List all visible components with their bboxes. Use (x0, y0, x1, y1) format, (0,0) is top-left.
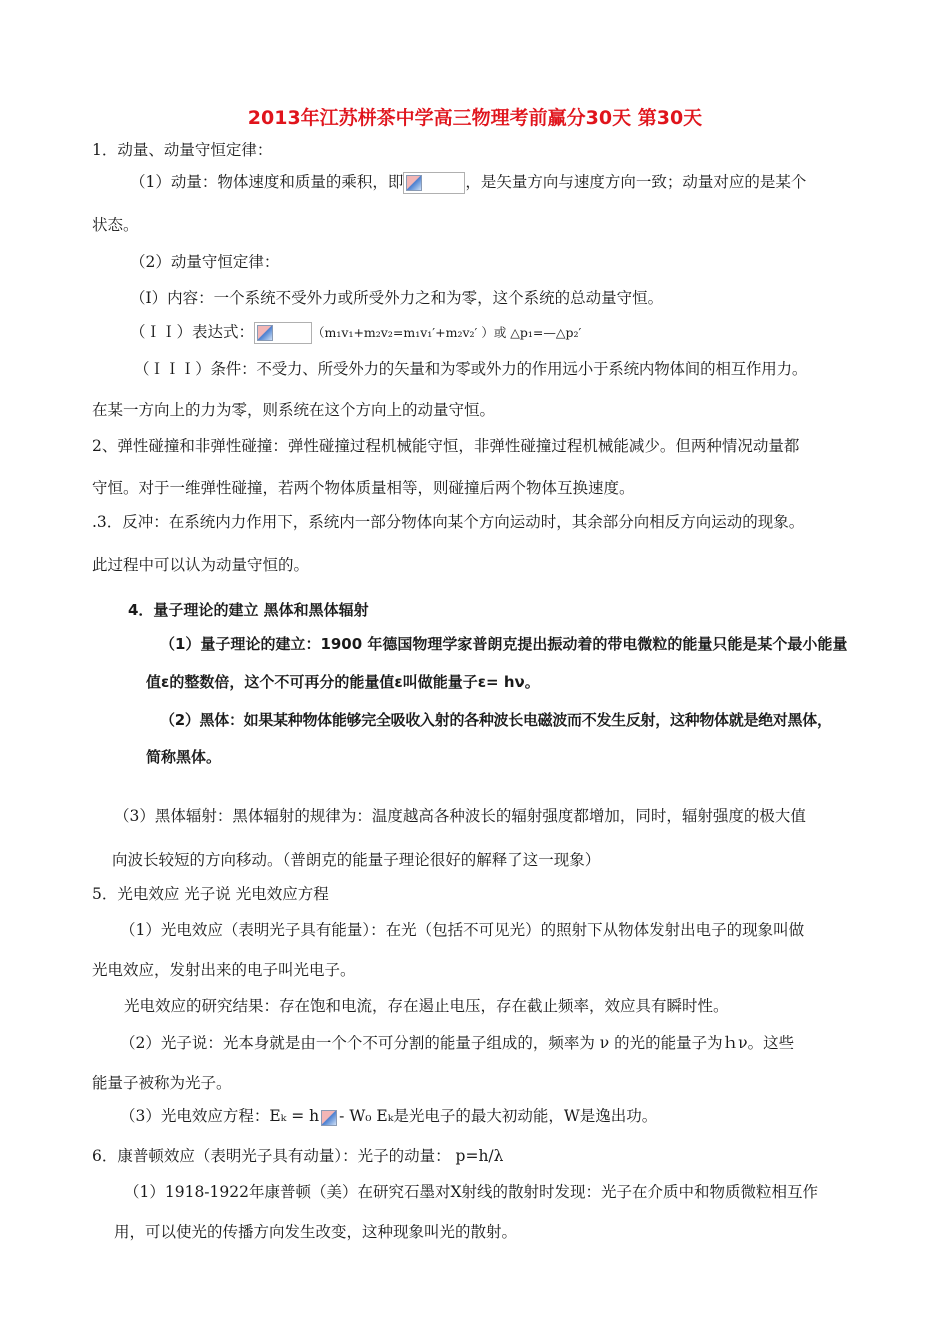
photoelectric-equation-line (120, 1106, 657, 1126)
paragraph-line: 向波长较短的方向移动。（普朗克的能量子理论很好的解释了这一现象） (112, 851, 601, 869)
paragraph-line: （2）动量守恒定律： (130, 253, 280, 271)
formula-image-placeholder (254, 322, 312, 344)
formula-image-placeholder (403, 172, 465, 194)
text-fragment: （ＩＩ）表达式： (130, 323, 255, 341)
text-fragment: ，是矢量方向与速度方向一致；动量对应的是某个 (465, 173, 807, 191)
paragraph-line: 值ε的整数倍，这个不可再分的能量值ε叫做能量子ε= hν。 (146, 673, 540, 691)
paragraph-line: （ＩＩＩ）条件：不受力、所受外力的矢量和为零或外力的作用远小于系统内物体间的相互作用力。 (134, 360, 808, 378)
momentum-definition (130, 172, 806, 194)
paragraph-line: （2）光子说：光本身就是由一个个不可分割的能量子组成的，频率为 ν 的光的能量子为ｈν。这些 (120, 1034, 795, 1052)
paragraph-line: 2、弹性碰撞和非弹性碰撞：弹性碰撞过程机械能守恒，非弹性碰撞过程机械能减少。但两种情况动量都 (92, 437, 800, 455)
section-6-heading: 6．康普顿效应（表明光子具有动量）：光子的动量： p=h/λ (92, 1147, 504, 1165)
paragraph-line: 光电效应的研究结果：存在饱和电流，存在遏止电压，存在截止频率，效应具有瞬时性。 (124, 997, 729, 1015)
paragraph-line: 此过程中可以认为动量守恒的。 (92, 556, 310, 574)
paragraph-line: （1）光电效应（表明光子具有能量）：在光（包括不可见光）的照射下从物体发射出电子的现象叫做 (120, 921, 805, 939)
paragraph-line: 状态。 (92, 216, 139, 234)
section-4-heading: 4．量子理论的建立 黑体和黑体辐射 (128, 601, 369, 619)
text-fragment: （1）动量：物体速度和质量的乘积，即 (130, 173, 404, 191)
section-5-heading: 5．光电效应 光子说 光电效应方程 (92, 885, 329, 903)
broken-image-icon (321, 1110, 337, 1126)
expression-line (130, 322, 581, 344)
broken-image-icon (406, 175, 422, 191)
paragraph-line: 简称黑体。 (146, 748, 222, 766)
paragraph-line: （Ⅰ）内容：一个系统不受外力或所受外力之和为零，这个系统的总动量守恒。 (130, 289, 664, 307)
paragraph-line: 在某一方向上的力为零，则系统在这个方向上的动量守恒。 (92, 401, 496, 419)
section-1-heading: 1．动量、动量守恒定律： (92, 141, 273, 159)
paragraph-line: （3）黑体辐射：黑体辐射的规律为：温度越高各种波长的辐射强度都增加，同时，辐射强度的极大值 (114, 807, 806, 825)
broken-image-icon (257, 325, 273, 341)
formula-image-placeholder (319, 1108, 339, 1126)
paragraph-line: （1）量子理论的建立：1900 年德国物理学家普朗克提出振动着的带电微粒的能量只能是某个最小能量 (160, 635, 848, 653)
paragraph-line: （1）1918-1922年康普顿（美）在研究石墨对X射线的散射时发现：光子在介质中和物质微粒相互作 (124, 1183, 819, 1201)
paragraph-line: 守恒。对于一维弹性碰撞，若两个物体质量相等，则碰撞后两个物体互换速度。 (92, 479, 635, 497)
text-fragment: （3）光电效应方程：Eₖ = h (120, 1107, 320, 1125)
text-fragment: - W₀ Eₖ是光电子的最大初动能，W是逸出功。 (339, 1107, 658, 1125)
paragraph-line: （2）黑体：如果某种物体能够完全吸收入射的各种波长电磁波而不发生反射，这种物体就是绝对黑体， (160, 711, 832, 729)
paragraph-line: 用，可以使光的传播方向发生改变，这种现象叫光的散射。 (114, 1223, 518, 1241)
document-title: 2013年江苏栟茶中学高三物理考前赢分30天 第30天 (247, 107, 703, 129)
paragraph-line: 能量子被称为光子。 (92, 1074, 232, 1092)
paragraph-line: .3．反冲：在系统内力作用下，系统内一部分物体向某个方向运动时，其余部分向相反方向运动的现象。 (92, 513, 805, 531)
paragraph-line: 光电效应，发射出来的电子叫光电子。 (92, 961, 356, 979)
text-fragment: （m₁v₁+m₂v₂=m₁v₁′+m₂v₂′ ）或 △p₁=—△p₂′ (312, 325, 582, 340)
